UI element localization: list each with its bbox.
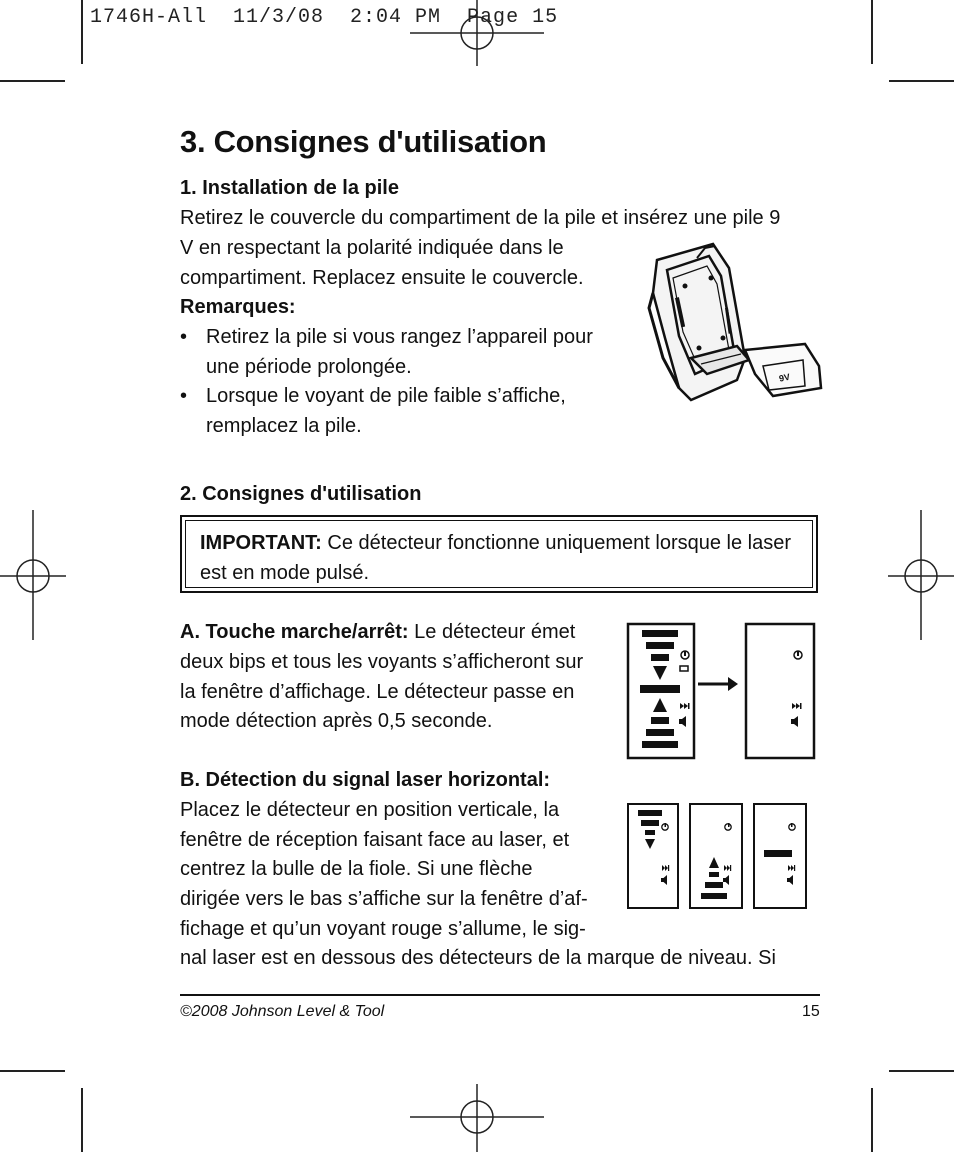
crop-mark (0, 80, 65, 82)
paragraph-line: fenêtre de réception faisant face au laser, et (180, 829, 570, 851)
registration-mark-top (410, 0, 544, 70)
paragraph-line: Placez le détecteur en position verticale, la (180, 799, 560, 821)
bullet-dot: • (180, 385, 188, 407)
print-slug: 1746H-All 11/3/08 2:04 PM Page 15 (90, 6, 559, 29)
paragraph-line: nal laser est en dessous des détecteurs de la marque de niveau. Si (180, 947, 776, 969)
paragraph-line: V en respectant la polarité indiquée dans le (180, 237, 564, 259)
important-notice-line: est en mode pulsé. (200, 562, 369, 584)
important-label: IMPORTANT: (200, 532, 322, 554)
registration-mark-bottom (410, 1084, 544, 1152)
bullet-line: Lorsque le voyant de pile faible s’affiche, (206, 385, 566, 407)
registration-mark-left (0, 510, 66, 640)
paragraph-line: fichage et qu’un voyant rouge s’allume, le sig- (180, 918, 586, 940)
paragraph-line: compartiment. Replacez ensuite le couvercle. (180, 267, 584, 289)
battery-label: 9V (778, 371, 791, 384)
crop-mark (889, 80, 954, 82)
paragraph-line: mode détection après 0,5 seconde. (180, 710, 493, 732)
crop-mark (889, 1070, 954, 1072)
crop-mark (871, 0, 873, 64)
battery-compartment-illustration (645, 238, 830, 408)
page-number: 15 (802, 1003, 820, 1020)
important-notice-line (200, 528, 791, 558)
paragraph-line: centrez la bulle de la fiole. Si une flèche (180, 858, 533, 880)
crop-mark (871, 1088, 873, 1152)
bullet-dot: • (180, 326, 188, 348)
display-detection-illustration (626, 802, 810, 910)
important-text: Ce détecteur fonctionne uniquement lorsque le laser (321, 532, 792, 554)
display-power-on-illustration (626, 622, 822, 762)
crop-mark (81, 1088, 83, 1152)
paragraph-text: Le détecteur émet (408, 621, 576, 643)
section-heading-horizontal: B. Détection du signal laser horizontal: (180, 769, 551, 791)
footer-copyright: ©2008 Johnson Level & Tool (180, 1003, 385, 1020)
paragraph-line (180, 617, 575, 647)
paragraph-line: deux bips et tous les voyants s’afficheront sur (180, 651, 584, 673)
footer-rule (180, 994, 820, 996)
registration-mark-right (888, 510, 954, 640)
paragraph-line: Retirez le couvercle du compartiment de la pile et insérez une pile 9 (180, 207, 781, 229)
paragraph-line: dirigée vers le bas s’affiche sur la fenêtre d’af- (180, 888, 588, 910)
bullet-line: Retirez la pile si vous rangez l’appareil pour (206, 326, 593, 348)
bullet-line: remplacez la pile. (206, 415, 362, 437)
page-title: 3. Consignes d'utilisation (180, 124, 547, 159)
crop-mark (81, 0, 83, 64)
section-heading-power: A. Touche marche/arrêt: (180, 621, 409, 643)
bullet-line: une période prolongée. (206, 356, 412, 378)
crop-mark (0, 1070, 65, 1072)
section-heading-battery: 1. Installation de la pile (180, 177, 399, 199)
paragraph-line: la fenêtre d’affichage. Le détecteur passe en (180, 681, 575, 703)
section-heading-usage: 2. Consignes d'utilisation (180, 483, 422, 505)
remarks-heading: Remarques: (180, 296, 296, 318)
